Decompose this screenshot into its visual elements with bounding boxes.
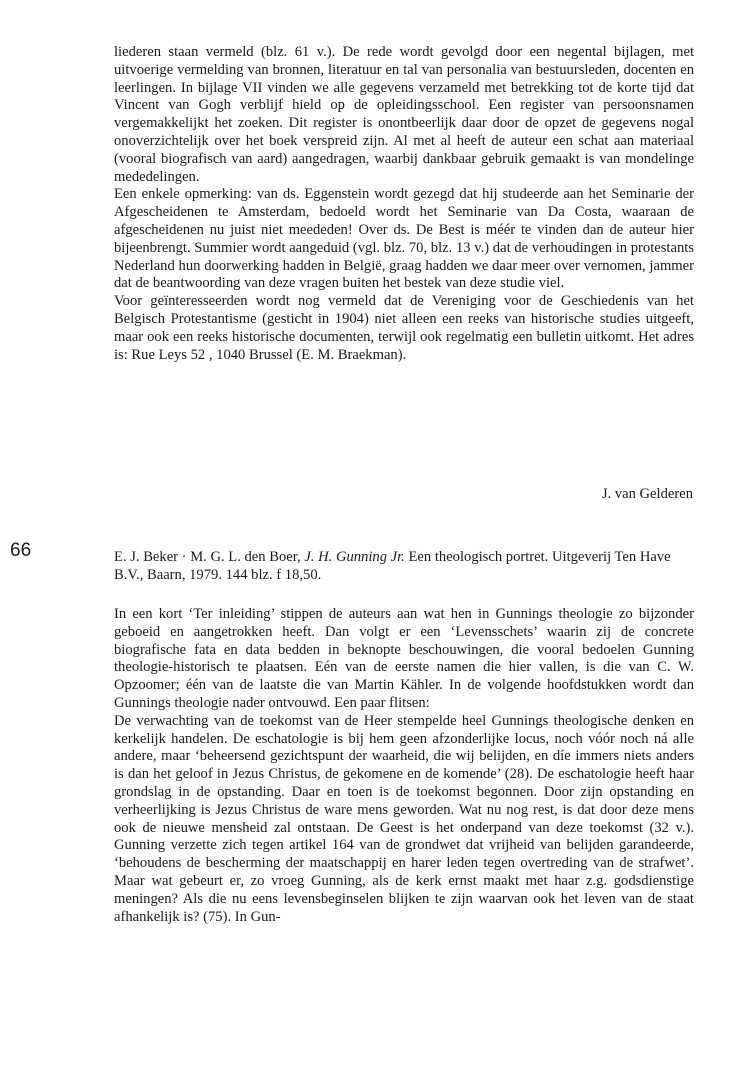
paragraph: De verwachting van de toekomst van de Heer stempelde heel Gunnings theologische denken en kerkelijk handelen. De eschatologie is bij hem geen afzonderlijke locus, noch vóór noch ná alle andere, maar ‘beheersend gezichtspunt der waarheid, die wij belijden, en díe immers niets anders is dan het geloof in Jezus Christus, de gekomene en de komende’ (28). De eschatologie heeft haar grondslag in de opstanding. Daar en toen is de toekomst begonnen. Door zijn opstanding en verheerlijking is Jezus Christus de ware mens geworden. Wat nu nog rest, is dat door deze mens ook de nieuwe mensheid zal ontstaan. De Geest is het onderpand van deze toekomst (32 v.). Gunning verzette zich tegen artikel 164 van de grondwet dat vrijheid van belijden garandeerde, ‘behoudens de bescherming der maatschappij en harer leden tegen overtreding van de strafwet’. Maar wat gebeurt er, zo vroeg Gunning, als de kerk ernst maakt met haar z.g. godsdienstige meningen? Als die nu eens levensbeginselen blijken te zijn waarvan ook het leven van de staat afhankelijk is? (75). In Gun- bbox=[114, 712, 694, 925]
page-number: 66 bbox=[10, 540, 32, 561]
paragraph: Een enkele opmerking: van ds. Eggenstein wordt gezegd dat hij studeerde aan het Seminarie der Afgescheidenen te Amsterdam, bedoeld wordt het Seminarie van Da Costa, waaraan de afgescheidenen nu juist niet meededen! Over ds. De Best is méér te vinden dan de auteur hier bijeenbrengt. Summier wordt aangeduid (vgl. blz. 70, blz. 13 v.) dat de verhoudingen in protestants Nederland hun doorwerking hadden in België, graag hadden we daar meer over vernomen, jammer dat de beantwoording van deze vragen buiten het bestek van deze studie viel. bbox=[114, 186, 694, 292]
paragraph: In een kort ‘Ter inleiding’ stippen de auteurs aan wat hen in Gunnings theologie zo bijzonder geboeid en aangetrokken heeft. Dan volgt er een ‘Levensschets’ waarin zij de concrete biografische fata en data bedden in beknopte beschouwingen, die vooral bedoelen Gunning theologie-historisch te plaatsen. Eén van de eerste namen die hier vallen, is die van C. W. Opzoomer; één van de laatste die van Martin Kähler. In de volgende hoofdstukken wordt dan Gunnings theologie nader ontvouwd. Een paar flitsen: bbox=[114, 606, 694, 711]
book-details: Een theologisch portret. Uitgeverij Ten Have B.V., Baarn, 1979. 144 blz. f 18,50. bbox=[114, 549, 671, 583]
previous-review-text bbox=[114, 44, 694, 364]
paragraph: Voor geïnteresseerden wordt nog vermeld dat de Vereniging voor de Geschiedenis van het Belgisch Protestantisme (gesticht in 1904) niet alleen een reeks van historische studies uitgeeft, maar ook een reeks historische documenten, terwijl ook regelmatig een bulletin uitkomt. Het adres is: Rue Leys 52 , 1040 Brussel (E. M. Braekman). bbox=[114, 293, 694, 363]
book-authors: E. J. Beker · M. G. L. den Boer, bbox=[114, 549, 301, 565]
book-header bbox=[114, 548, 694, 584]
reviewer-signature: J. van Gelderen bbox=[601, 486, 693, 502]
book-title: J. H. Gunning Jr. bbox=[304, 549, 405, 565]
paragraph: liederen staan vermeld (blz. 61 v.). De rede wordt gevolgd door een negental bijlagen, met uitvoerige vermelding van bronnen, literatuur en tal van personalia van bestuursleden, docenten en leerlingen. In bijlage VII vinden we alle gegevens verzameld met betrekking tot de korte tijd dat Vincent van Gogh verblijf hield op de opleidingsschool. Een register van persoonsnamen vergemakkelijkt het zoeken. Dit register is onontbeerlijk daar door de opzet de gegevens nogal onoverzichtelijk over het boek verspreid zijn. Al met al heeft de auteur een schat aan materiaal (vooral biografisch van aard) aangedragen, waarbij dankbaar gebruik gemaakt is van mondelinge mededelingen. bbox=[114, 44, 694, 185]
new-review-text bbox=[114, 606, 694, 926]
